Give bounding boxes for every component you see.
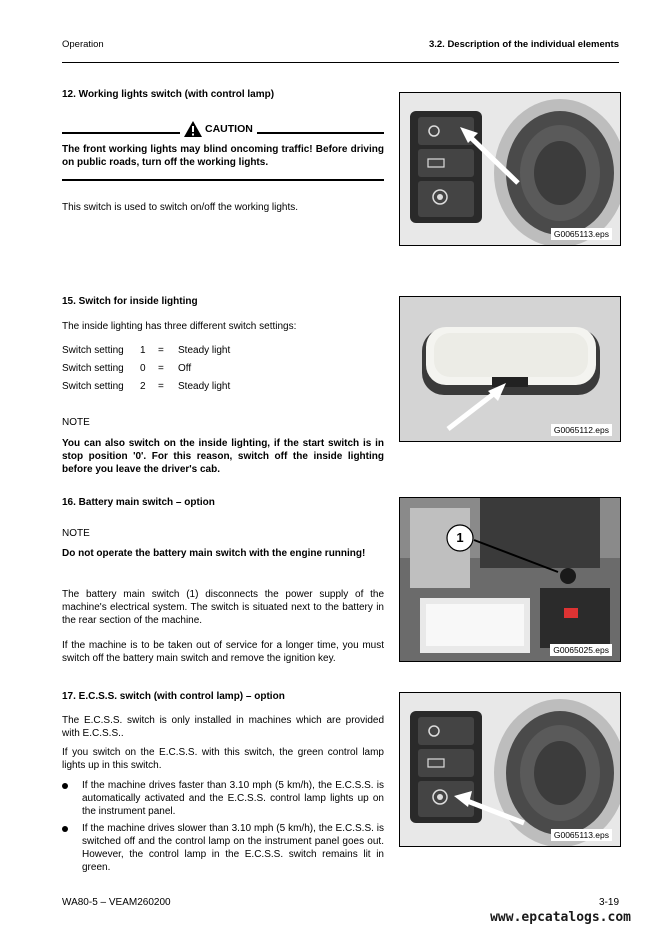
section-15-note-label: NOTE bbox=[62, 417, 90, 428]
section-12-body: This switch is used to switch on/off the working lights. bbox=[62, 202, 299, 213]
watermark-url: www.epcatalogs.com bbox=[490, 910, 631, 925]
figure-ecss-switch bbox=[399, 692, 621, 847]
switch-setting-row bbox=[62, 360, 230, 378]
caution-text: The front working lights may blind oncoming traffic! Before driving on public roads, turn off the working lights. bbox=[62, 144, 384, 168]
switch-panel-illustration bbox=[400, 93, 621, 246]
section-16-note-text: Do not operate the battery main switch with the engine running! bbox=[62, 548, 366, 559]
header-section: 3.2. Description of the individual elements bbox=[428, 39, 619, 50]
switch-setting-row bbox=[62, 342, 230, 360]
battery-compartment-illustration bbox=[400, 498, 621, 662]
setting-desc: Steady light bbox=[178, 345, 231, 356]
switch-setting-row bbox=[62, 378, 230, 396]
setting-desc: Steady light bbox=[178, 381, 231, 392]
setting-value: 0 bbox=[140, 363, 146, 374]
bullet-dot-icon bbox=[62, 783, 68, 789]
setting-eq: = bbox=[158, 381, 164, 392]
section-15-title: 15. Switch for inside lighting bbox=[62, 296, 198, 307]
caution-label: CAUTION bbox=[205, 123, 253, 135]
header-chapter: Operation bbox=[62, 39, 104, 50]
list-item-text: If the machine drives slower than 3.10 mph (5 km/h), the E.C.S.S. is switched off and the control lamp on the instrument panel goes out. However, the control lamp in the E.C.S.S. switch remains lit in green. bbox=[82, 823, 384, 873]
inside-light-illustration bbox=[400, 297, 621, 442]
caution-label-group bbox=[180, 121, 257, 137]
section-17-bullets bbox=[62, 779, 384, 878]
footer-model: WA80-5 – VEAM260200 bbox=[62, 897, 171, 908]
section-12-title: 12. Working lights switch (with control lamp) bbox=[62, 89, 275, 100]
section-17-para-2: If you switch on the E.C.S.S. with this switch, the green control lamp lights up in this switch. bbox=[62, 747, 384, 771]
caution-bottom-rule bbox=[62, 179, 384, 181]
figure-battery-main-switch bbox=[399, 497, 621, 662]
section-16-para-1: The battery main switch (1) disconnects the power supply of the machine's electrical system. The switch is situated next to the battery in the rear section of the machine. bbox=[62, 589, 384, 626]
list-item-text: If the machine drives faster than 3.10 mph (5 km/h), the E.C.S.S. is automatically activated and the E.C.S.S. control lamp lights up on the instrument panel. bbox=[82, 780, 384, 817]
figure-caption: G0065025.eps bbox=[550, 644, 612, 656]
list-item bbox=[62, 822, 384, 874]
setting-value: 2 bbox=[140, 381, 146, 392]
section-16-para-2: If the machine is to be taken out of service for a longer time, you must switch off the battery main switch and remove the ignition key. bbox=[62, 640, 384, 664]
setting-desc: Off bbox=[178, 363, 192, 374]
list-item bbox=[62, 779, 384, 818]
page-number: 3-19 bbox=[598, 897, 619, 908]
setting-value: 1 bbox=[140, 345, 146, 356]
bullet-dot-icon bbox=[62, 826, 68, 832]
switch-settings-list bbox=[62, 342, 230, 396]
warning-triangle-icon bbox=[184, 121, 202, 137]
figure-caption: G0065112.eps bbox=[551, 424, 612, 436]
section-15-note-text: You can also switch on the inside lighting, if the start switch is in stop position '0'. For this reason, switch off the inside lighting before you leave the driver's cab. bbox=[62, 438, 384, 475]
setting-label: Switch setting bbox=[62, 345, 124, 356]
setting-eq: = bbox=[158, 345, 164, 356]
figure-caption: G0065113.eps bbox=[551, 829, 612, 841]
section-17-para-1: The E.C.S.S. switch is only installed in machines which are provided with E.C.S.S.. bbox=[62, 715, 384, 739]
figure-working-lights-switch bbox=[399, 92, 621, 246]
callout-number: 1 bbox=[456, 530, 464, 545]
caution-banner bbox=[62, 123, 384, 137]
setting-label: Switch setting bbox=[62, 381, 124, 392]
setting-label: Switch setting bbox=[62, 363, 124, 374]
section-17-title: 17. E.C.S.S. switch (with control lamp) – option bbox=[62, 691, 285, 702]
header-divider bbox=[62, 62, 619, 63]
ecss-switch-panel-illustration bbox=[400, 693, 621, 847]
setting-eq: = bbox=[158, 363, 164, 374]
figure-inside-lighting bbox=[399, 296, 621, 442]
section-16-note-label: NOTE bbox=[62, 528, 90, 539]
section-16-title: 16. Battery main switch – option bbox=[62, 497, 215, 508]
section-15-intro: The inside lighting has three different switch settings: bbox=[62, 321, 297, 332]
figure-caption: G0065113.eps bbox=[551, 228, 612, 240]
